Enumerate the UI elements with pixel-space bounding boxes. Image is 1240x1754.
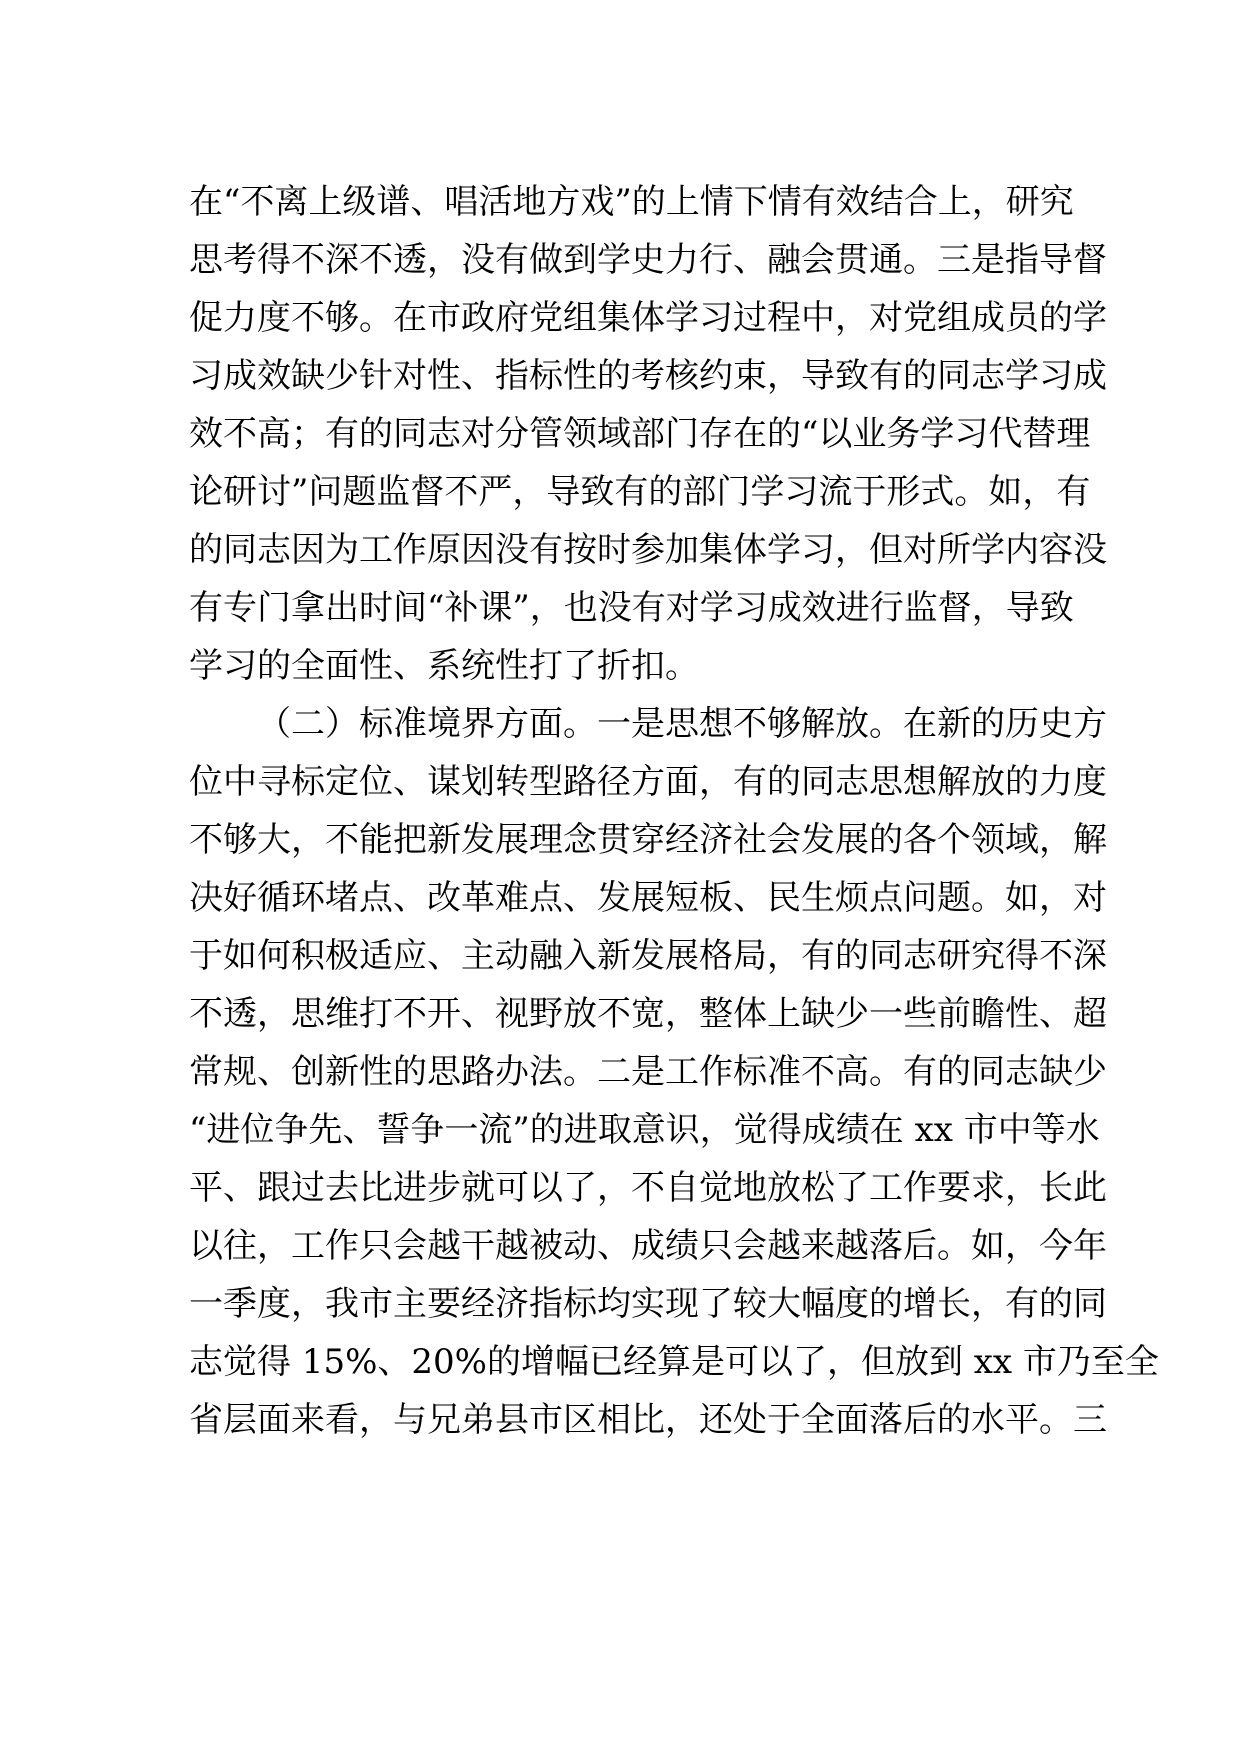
text-line: 省层面来看，与兄弟县市区相比，还处于全面落后的水平。三 — [189, 1400, 1107, 1440]
text-line: 学习的全面性、系统性打了折扣。 — [189, 646, 699, 686]
text-line: 一季度，我市主要经济指标均实现了较大幅度的增长，有的同 — [189, 1284, 1107, 1324]
text-line: 位中寻标定位、谋划转型路径方面，有的同志思想解放的力度 — [189, 762, 1107, 802]
text-line: 常规、创新性的思路办法。二是工作标准不高。有的同志缺少 — [189, 1052, 1107, 1092]
text-line: 不透，思维打不开、视野放不宽，整体上缺少一些前瞻性、超 — [189, 994, 1107, 1034]
text-line: “进位争先、誓争一流”的进取意识，觉得成绩在 xx 市中等水 — [189, 1110, 1100, 1150]
text-line: 促力度不够。在市政府党组集体学习过程中，对党组成员的学 — [189, 298, 1107, 338]
text-line: 志觉得 15%、20%的增幅已经算是可以了，但放到 xx 市乃至全 — [189, 1342, 1159, 1382]
text-line: 的同志因为工作原因没有按时参加集体学习，但对所学内容没 — [189, 530, 1107, 570]
text-line: 不够大，不能把新发展理念贯穿经济社会发展的各个领域，解 — [189, 820, 1107, 860]
text-line: 效不高；有的同志对分管领域部门存在的“以业务学习代替理 — [189, 414, 1091, 454]
text-line: 论研讨”问题监督不严，导致有的部门学习流于形式。如，有 — [189, 472, 1091, 512]
text-line: 在“不离上级谱、唱活地方戏”的上情下情有效结合上，研究 — [189, 182, 1074, 222]
text-line: 有专门拿出时间“补课”，也没有对学习成效进行监督，导致 — [189, 588, 1074, 628]
text-line: （二）标准境界方面。一是思想不够解放。在新的历史方 — [257, 704, 1107, 744]
text-line: 平、跟过去比进步就可以了，不自觉地放松了工作要求，长此 — [189, 1168, 1107, 1208]
text-line: 习成效缺少针对性、指标性的考核约束，导致有的同志学习成 — [189, 356, 1107, 396]
text-line: 于如何积极适应、主动融入新发展格局，有的同志研究得不深 — [189, 936, 1107, 976]
text-line: 思考得不深不透，没有做到学史力行、融会贯通。三是指导督 — [189, 240, 1107, 280]
text-line: 以往，工作只会越干越被动、成绩只会越来越落后。如，今年 — [189, 1226, 1107, 1266]
text-line: 决好循环堵点、改革难点、发展短板、民生烦点问题。如，对 — [189, 878, 1107, 918]
